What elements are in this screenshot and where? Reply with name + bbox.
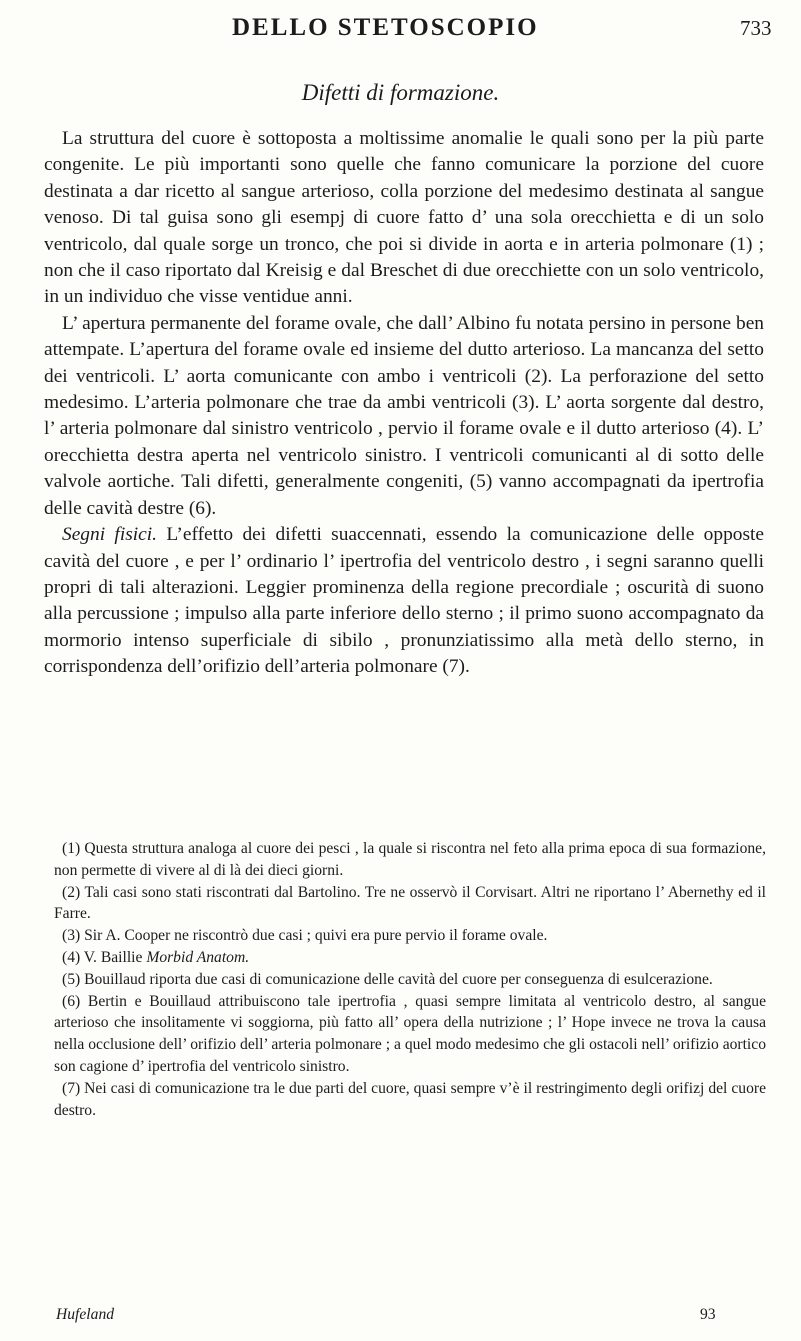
footnote-6: (6) Bertin e Bouillaud attribuiscono tale ipertrofia , quasi sempre limitata al ventricolo destro, al sangue arterioso che insolitamente vi soggiorna, più fatto all’ opera della nutrizione ; l’ Hope invece ne trova la causa nella occlusione dell’ orifizio dell’ arteria polmonare ; a quel modo medesimo che gli ostacoli nell’ orifizio aortico son cagione d’ ipertrofia del ventricolo sinistro. [54, 992, 766, 1075]
physical-signs-text: L’effetto dei difetti suaccennati, essendo la comunicazione delle opposte cavità del cuore , e per l’ ordinario l’ ipertrofia del ventricolo destro , i segni saranno quelli propri di tali alterazioni. Leggier prominenza della regione precordiale ; oscurità di suono alla percussione ; impulso alla parte inferiore dello sterno ; il primo suono accompagnato da mormorio intenso superficiale di sibilo , pronunziatissimo alla metà dello sterno, in corrispondenza dell’orifizio dell’arteria polmonare (7). [44, 524, 765, 678]
section-heading: Difetti di formazione. [301, 80, 500, 105]
running-head [0, 14, 801, 44]
footnote-3: (3) Sir A. Cooper ne riscontrò due casi ; quivi era pure pervio il forame ovale. [62, 927, 548, 945]
page-number: 733 [740, 16, 772, 40]
footnote-4 [54, 947, 766, 969]
footnote-5: (5) Bouillaud riporta due casi di comunicazione delle cavità del cuore per conseguenza di esulcerazione. [62, 970, 713, 988]
footnote-1: (1) Questa struttura analoga al cuore dei pesci , la quale si riscontra nel feto alla prima epoca di sua formazione, non permette di vivere al di là dei dieci giorni. [54, 840, 766, 879]
footnote-2: (2) Tali casi sono stati riscontrati dal Bartolino. Tre ne osservò il Corvisart. Altri ne riportano l’ Abernethy ed il Farre. [54, 883, 766, 923]
footnote-4-title: Morbid Anatom. [146, 948, 250, 966]
running-title: DELLO STETOSCOPIO [232, 14, 539, 41]
paragraph-defect-list: L’ apertura permanente del forame ovale, che dall’ Albino fu notata persino in persone ben attempate. L’apertura del forame ovale ed insieme del dutto arterioso. La mancanza del setto dei ventricoli. L’ aorta comunicante con ambo i ventricoli (2). La perforazione del setto medesimo. L’arteria polmonare che trae da ambi ventricoli (3). L’ aorta sorgente dal destro, l’ arteria polmonare dal sinistro ventricolo , pervio il forame ovale e il dutto arterioso (4). L’ orecchietta destra aperta nel ventricolo sinistro. I ventricoli comunicanti al di sotto delle valvole aortiche. Tali difetti, generalmente congeniti, (5) vanno accompagnati da ipertrofia delle cavità destre (6). [44, 312, 764, 519]
body-text [44, 126, 764, 681]
footnotes [54, 838, 766, 1121]
footnote-4-prefix: (4) V. Baillie [62, 948, 147, 966]
paragraph-physical-signs [44, 522, 764, 680]
paragraph-congenital-anomalies: La struttura del cuore è sottoposta a moltissime anomalie le quali sono per la più parte congenite. Le più importanti sono quelle che fanno comunicare la porzione del cuore destinata a dar ricetto al sangue arterioso, colla porzione del medesimo destinata al sangue venoso. Di tal guisa sono gli esempj di cuore fatto d’ una sola orecchietta e di un solo ventricolo, dal quale sorge un tronco, che poi si divide in aorta e in arteria polmonare (1) ; non che il caso riportato dal Kreisig e dal Breschet di due orecchiette con un solo ventricolo, in un individuo che visse ventidue anni. [44, 128, 764, 308]
footnote-7: (7) Nei casi di comunicazione tra le due parti del cuore, quasi sempre v’è il restringimento degli orifizj del cuore destro. [54, 1079, 766, 1119]
signature-mark: 93 [700, 1306, 716, 1323]
signature-author: Hufeland [56, 1306, 115, 1323]
physical-signs-label: Segni fisici. [62, 524, 157, 546]
